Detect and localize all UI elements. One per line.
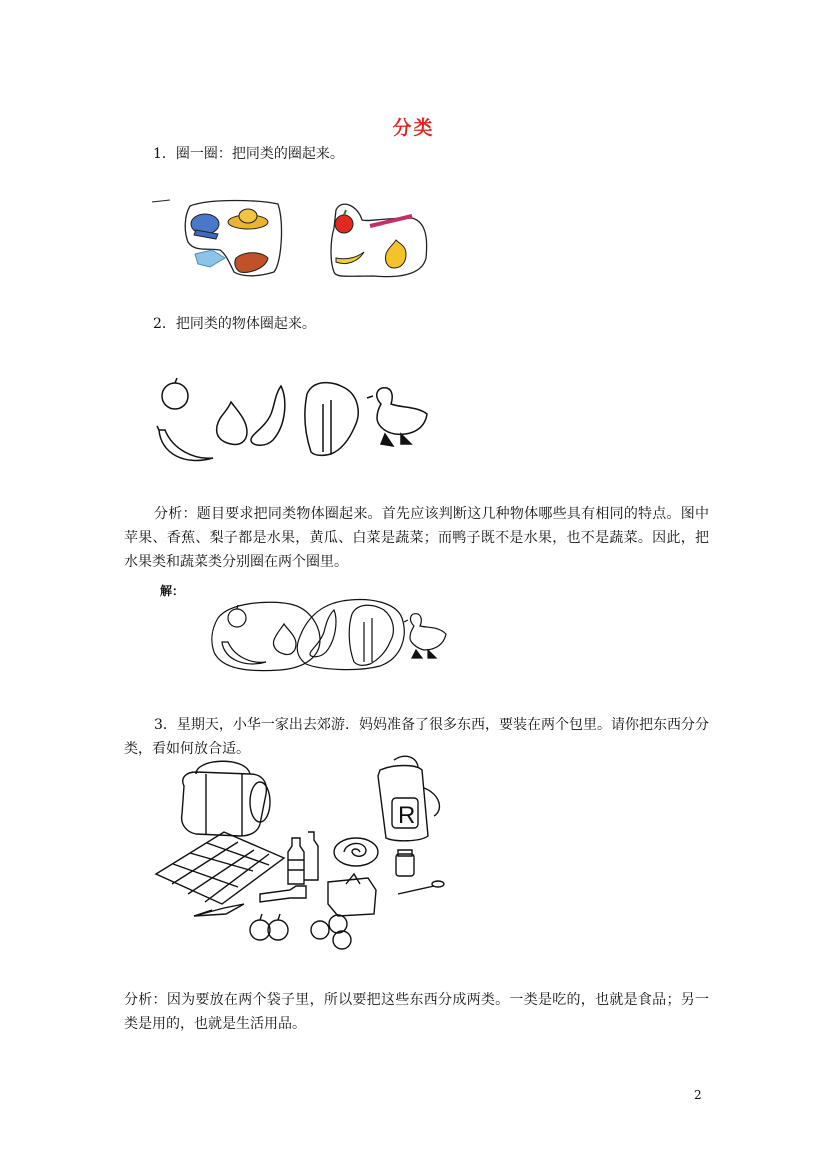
stick-icon (370, 216, 412, 226)
cabbage-icon (305, 383, 358, 456)
cabbage-icon (349, 605, 393, 665)
banana-icon (222, 642, 266, 664)
apples-icon (250, 914, 288, 940)
solution-label: 解： (160, 584, 185, 598)
pear-icon (385, 240, 406, 268)
shoe-icon (235, 253, 268, 273)
pear-icon (217, 402, 247, 445)
apple-icon (162, 378, 188, 409)
cake-icon (334, 838, 378, 866)
shopping-bag-icon (378, 756, 439, 840)
svg-text:R: R (398, 802, 416, 829)
question-1-illustration (150, 192, 440, 287)
question-3-illustration (150, 754, 450, 954)
question-1-label: 1．圈一圈：把同类的圈起来。 (153, 146, 344, 162)
bottle-icon (260, 886, 306, 902)
glove-icon (195, 250, 225, 267)
duck-icon (367, 388, 427, 446)
tissue-box-icon (328, 874, 376, 916)
knife-icon (194, 904, 244, 916)
cap-icon (191, 214, 219, 239)
hat-icon (228, 209, 268, 229)
oranges-icon (311, 915, 351, 949)
duck-icon (404, 614, 446, 658)
water-bottles-icon (288, 832, 318, 884)
analysis-2: 分析：因为要放在两个袋子里，所以要把这些东西分成两类。一类是吃的，也就是食品；另一类是用的，也就是生活用品。 (124, 992, 709, 1032)
banana-icon (157, 426, 213, 460)
question-3-label: 3．星期天，小华一家出去郊游．妈妈准备了很多东西，要装在两个包里。请你把东西分分类，看如何放合适。 (124, 717, 709, 757)
solution-illustration (210, 596, 450, 676)
page-title: 分类 (392, 117, 435, 139)
cucumber-icon (310, 610, 336, 657)
spoon-icon (398, 881, 444, 894)
analysis-1: 分析：题目要求把同类物体圈起来。首先应该判断这几种物体哪些具有相同的特点。图中苹果、香蕉、梨子都是水果，黄瓜、白菜是蔬菜；而鸭子既不是水果，也不是蔬菜。因此，把水果类和蔬菜类分别圈在两个圈里。 (124, 506, 709, 570)
page-number: 2 (694, 1088, 702, 1102)
banana-icon (336, 252, 364, 264)
question-2-label: 2．把同类的物体圈起来。 (153, 316, 316, 332)
duffel-bag-icon (182, 761, 270, 836)
cucumber-icon (251, 386, 285, 445)
apple-icon (335, 210, 353, 233)
pear-icon (273, 624, 296, 655)
jar-icon (396, 850, 414, 876)
question-2-illustration (155, 374, 435, 469)
